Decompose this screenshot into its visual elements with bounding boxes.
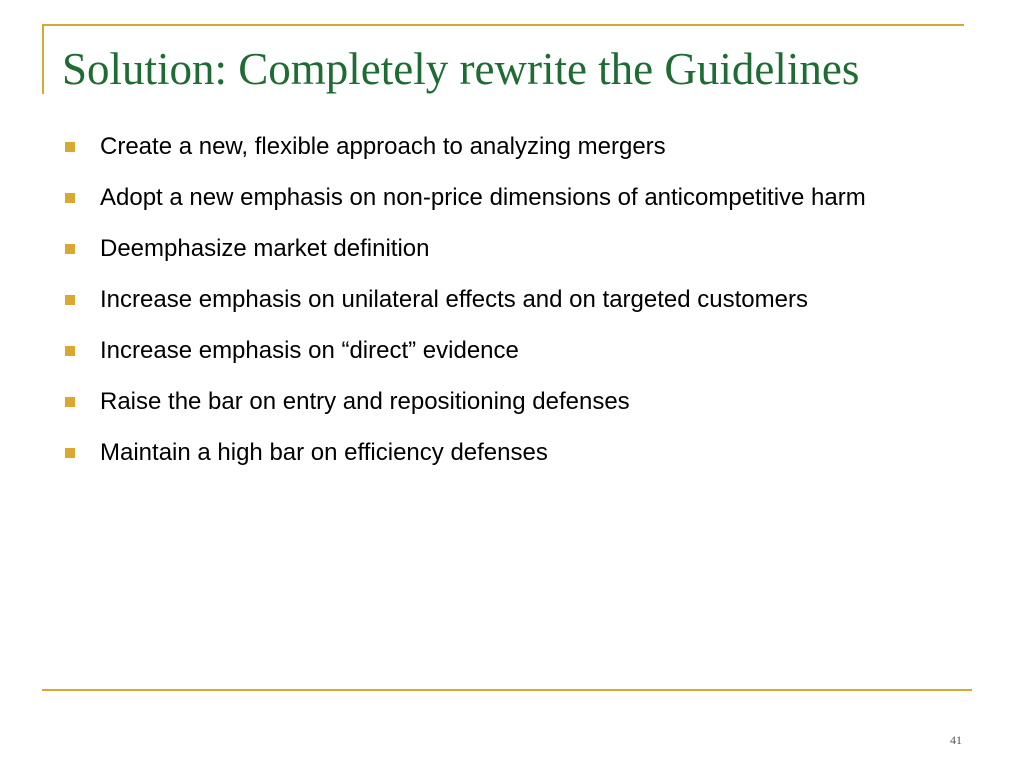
header-frame-left-line <box>42 24 44 94</box>
bullet-text: Raise the bar on entry and repositioning defenses <box>100 388 630 415</box>
bullet-item <box>62 334 962 367</box>
bullet-text: Create a new, flexible approach to analyzing mergers <box>100 133 666 160</box>
page-number: 41 <box>950 733 962 747</box>
square-bullet-icon <box>65 142 75 152</box>
square-bullet-icon <box>65 193 75 203</box>
bullet-text: Increase emphasis on unilateral effects and on targeted customers <box>100 286 808 313</box>
square-bullet-icon <box>65 448 75 458</box>
square-bullet-icon <box>65 295 75 305</box>
square-bullet-icon <box>65 244 75 254</box>
slide-title: Solution: Completely rewrite the Guidelines <box>62 44 860 94</box>
bullet-item <box>62 385 962 418</box>
square-bullet-icon <box>65 397 75 407</box>
bullet-text: Increase emphasis on “direct” evidence <box>100 337 519 364</box>
bullet-item <box>62 283 962 316</box>
bullet-item <box>62 436 962 469</box>
bullet-item <box>62 181 962 214</box>
square-bullet-icon <box>65 346 75 356</box>
bullet-text: Maintain a high bar on efficiency defenses <box>100 439 548 466</box>
bullet-text: Adopt a new emphasis on non-price dimensions of anticompetitive harm <box>100 184 866 211</box>
bullet-text: Deemphasize market definition <box>100 235 430 262</box>
footer-divider <box>42 689 972 691</box>
bullet-list <box>62 130 962 487</box>
bullet-item <box>62 232 962 265</box>
header-frame-top-line <box>42 24 964 26</box>
bullet-item <box>62 130 962 163</box>
